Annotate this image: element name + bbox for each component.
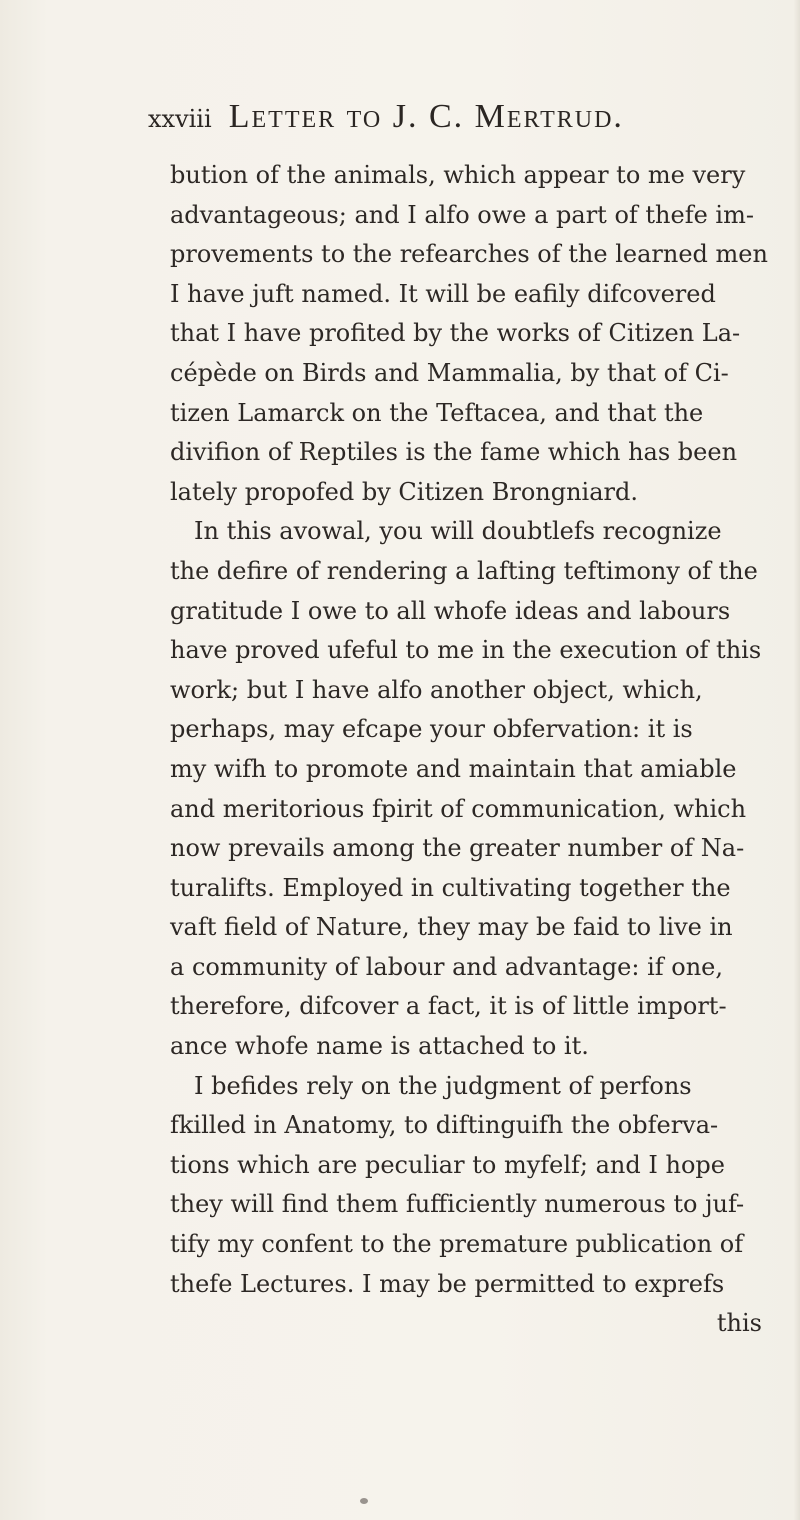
text-line: vaft field of Nature, they may be faid to live in — [170, 913, 733, 942]
text-line: have proved ufeful to me in the execution of this — [170, 636, 762, 665]
text-line: I have juft named. It will be eafily difcovered — [170, 279, 716, 308]
text-line: advantageous; and I alfo owe a part of thefe im- — [170, 200, 754, 229]
text-line: turalifts. Employed in cultivating together the — [170, 873, 731, 902]
text-line: my wifh to promote and maintain that amiable — [170, 754, 737, 783]
page-header — [148, 98, 708, 146]
ink-speck — [360, 1498, 368, 1504]
text-line: they will find them fufficiently numerous to juf- — [170, 1190, 745, 1219]
text-line: tizen Lamarck on the Teftacea, and that the — [170, 398, 704, 427]
text-line: lately propofed by Citizen Brongniard. — [170, 477, 638, 506]
text-line: fkilled in Anatomy, to diftinguifh the obferva- — [170, 1111, 719, 1140]
text-line: cépède on Birds and Mammalia, by that of Ci- — [170, 358, 729, 387]
text-line: divifion of Reptiles is the fame which has been — [170, 438, 738, 467]
text-line: work; but I have alfo another object, which, — [170, 675, 703, 704]
text-line: provements to the refearches of the learned men — [170, 240, 768, 269]
text-line: and meritorious fpirit of communication, which — [170, 794, 747, 823]
text-line: thefe Lectures. I may be permitted to exprefs — [170, 1269, 725, 1298]
text-line: a community of labour and advantage: if one, — [170, 952, 723, 981]
paragraph-start-line: In this avowal, you will doubtlefs recognize — [194, 517, 722, 546]
running-title: Letter to J. C. Mertrud. — [228, 98, 624, 135]
text-line: tions which are peculiar to myfelf; and I hope — [170, 1150, 725, 1179]
text-line: ance whofe name is attached to it. — [170, 1032, 589, 1061]
text-line: therefore, difcover a fact, it is of little import- — [170, 992, 727, 1021]
text-line: that I have profited by the works of Citizen La- — [170, 319, 741, 348]
body-text — [170, 156, 800, 1344]
page-number: xxviii — [148, 105, 212, 133]
catchword: this — [716, 1309, 762, 1338]
text-line: perhaps, may efcape your obfervation: it is — [170, 715, 693, 744]
text-line: tify my confent to the premature publication of — [170, 1230, 744, 1259]
text-line: bution of the animals, which appear to me very — [170, 161, 746, 189]
text-line: the defire of rendering a lafting teftimony of the — [170, 556, 758, 585]
paragraph-start-line: I befides rely on the judgment of perfons — [194, 1071, 692, 1100]
text-line: gratitude I owe to all whofe ideas and labours — [170, 596, 731, 625]
text-line: now prevails among the greater number of Na- — [170, 834, 745, 863]
